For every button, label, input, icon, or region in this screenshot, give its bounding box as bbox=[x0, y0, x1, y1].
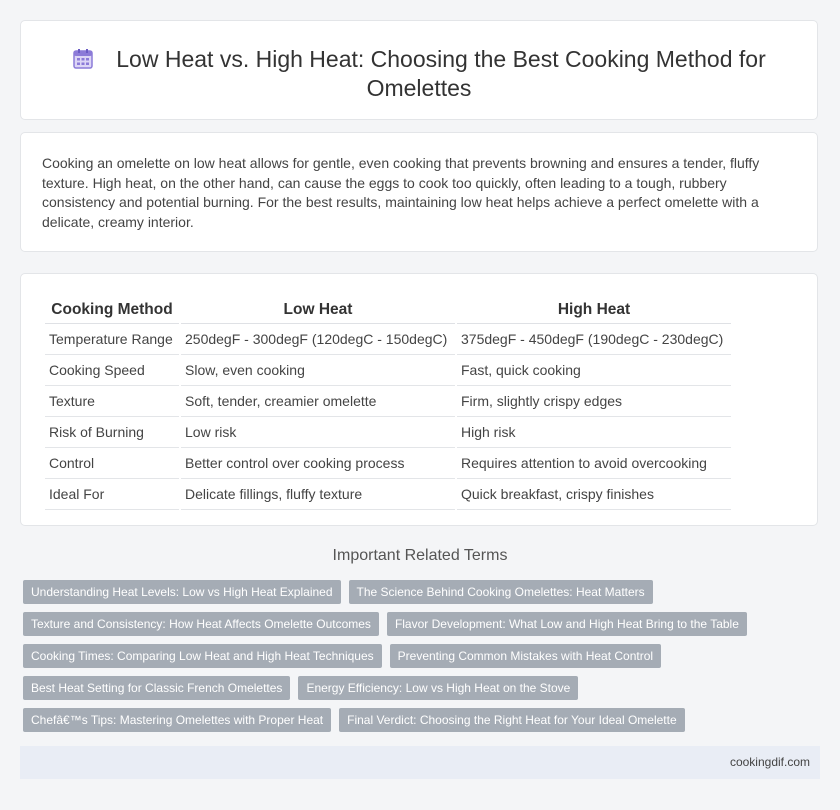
table-cell: Requires attention to avoid overcooking bbox=[457, 448, 731, 479]
related-tag-link[interactable]: Final Verdict: Choosing the Right Heat for Your Ideal Omelette bbox=[339, 708, 685, 732]
table-cell: Firm, slightly crispy edges bbox=[457, 386, 731, 417]
table-cell: 250degF - 300degF (120degC - 150degC) bbox=[181, 324, 455, 355]
table-row bbox=[45, 479, 731, 510]
related-tags-row bbox=[23, 676, 578, 700]
table-cell: Ideal For bbox=[45, 479, 179, 510]
table-cell: Temperature Range bbox=[45, 324, 179, 355]
related-tag-link[interactable]: Energy Efficiency: Low vs High Heat on the Stove bbox=[298, 676, 578, 700]
comparison-table-card bbox=[20, 273, 818, 526]
related-tag-link[interactable]: Flavor Development: What Low and High Heat Bring to the Table bbox=[387, 612, 747, 636]
related-tag-link[interactable]: The Science Behind Cooking Omelettes: Heat Matters bbox=[349, 580, 653, 604]
related-tags-row bbox=[23, 580, 653, 604]
related-tags-row bbox=[23, 612, 747, 636]
table-cell: Risk of Burning bbox=[45, 417, 179, 448]
footer-site-link[interactable]: cookingdif.com bbox=[729, 755, 810, 769]
table-row bbox=[45, 324, 731, 355]
table-cell: 375degF - 450degF (190degC - 230degC) bbox=[457, 324, 731, 355]
calendar-icon bbox=[72, 48, 94, 70]
table-cell: Better control over cooking process bbox=[181, 448, 455, 479]
table-cell: Low risk bbox=[181, 417, 455, 448]
related-tag-link[interactable]: Best Heat Setting for Classic French Omelettes bbox=[23, 676, 290, 700]
intro-card bbox=[20, 132, 818, 252]
table-header-row bbox=[45, 296, 731, 324]
page-title-text: Low Heat vs. High Heat: Choosing the Best Cooking Method for Omelettes bbox=[116, 46, 766, 101]
column-header-high-heat: High Heat bbox=[457, 296, 731, 324]
comparison-table bbox=[43, 296, 733, 510]
related-tag-link[interactable]: Preventing Common Mistakes with Heat Control bbox=[390, 644, 661, 668]
table-cell: Soft, tender, creamier omelette bbox=[181, 386, 455, 417]
related-terms-heading: Important Related Terms bbox=[332, 547, 508, 564]
related-tag-link[interactable]: Understanding Heat Levels: Low vs High Heat Explained bbox=[23, 580, 341, 604]
footer bbox=[20, 746, 820, 779]
table-cell: Control bbox=[45, 448, 179, 479]
page-title bbox=[51, 45, 787, 103]
related-tags-row bbox=[23, 708, 685, 732]
table-cell: High risk bbox=[457, 417, 731, 448]
table-cell: Slow, even cooking bbox=[181, 355, 455, 386]
related-tag-link[interactable]: Cooking Times: Comparing Low Heat and High Heat Techniques bbox=[23, 644, 382, 668]
table-row bbox=[45, 417, 731, 448]
table-cell: Fast, quick cooking bbox=[457, 355, 731, 386]
table-row bbox=[45, 386, 731, 417]
table-cell: Texture bbox=[45, 386, 179, 417]
related-tags-row bbox=[23, 644, 661, 668]
table-cell: Quick breakfast, crispy finishes bbox=[457, 479, 731, 510]
column-header-low-heat: Low Heat bbox=[181, 296, 455, 324]
title-card bbox=[20, 20, 818, 120]
related-tag-link[interactable]: Chefâ€™s Tips: Mastering Omelettes with Proper Heat bbox=[23, 708, 331, 732]
table-cell: Cooking Speed bbox=[45, 355, 179, 386]
intro-paragraph: Cooking an omelette on low heat allows for gentle, even cooking that prevents browning and ensures a tender, fluffy texture. High heat, on the other hand, can cause the eggs to cook too quickly, often leading to a tough, rubbery consistency and potential burning. For the best results, maintaining low heat helps achieve a perfect omelette with a delicate, creamy interior. bbox=[42, 155, 760, 230]
table-row bbox=[45, 355, 731, 386]
table-cell: Delicate fillings, fluffy texture bbox=[181, 479, 455, 510]
column-header-method: Cooking Method bbox=[45, 296, 179, 324]
related-tag-link[interactable]: Texture and Consistency: How Heat Affects Omelette Outcomes bbox=[23, 612, 379, 636]
table-row bbox=[45, 448, 731, 479]
